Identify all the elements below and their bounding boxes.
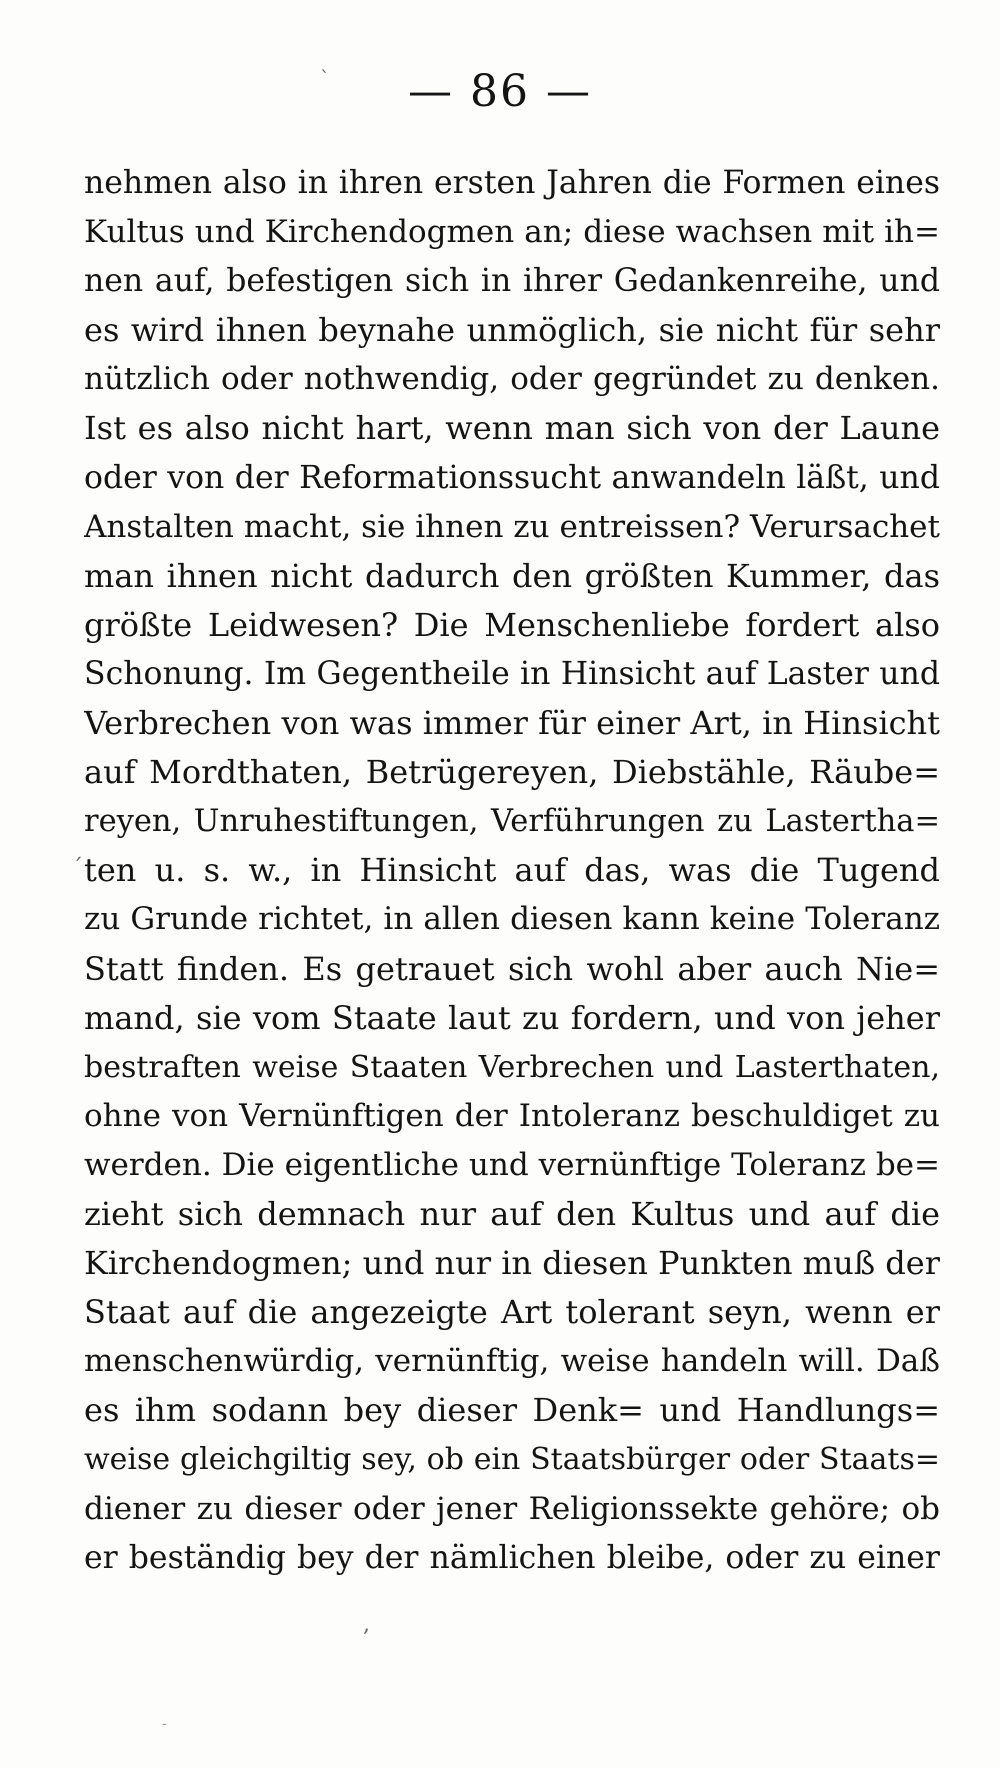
text-line: zieht sich demnach nur auf den Kultus und auf die xyxy=(84,1194,940,1233)
text-line: auf Mordthaten, Betrügereyen, Diebstähle, Räube= xyxy=(84,753,940,792)
text-line: man ihnen nicht dadurch den größten Kummer, das xyxy=(84,556,940,595)
text-line: ohne von Vernünftigen der Intoleranz beschuldiget zu xyxy=(84,1097,940,1134)
text-line: Kirchendogmen; und nur in diesen Punkten muß der xyxy=(84,1244,940,1283)
text-line: bestraften weise Staaten Verbrechen und Lasterthaten, xyxy=(84,1049,940,1085)
page-number-header: — 86 — xyxy=(408,66,592,117)
ink-speck: - xyxy=(162,1716,167,1732)
text-line: Staat auf die angezeigte Art tolerant seyn, wenn er xyxy=(84,1293,940,1332)
text-line: Verbrechen von was immer für einer Art, in Hinsicht xyxy=(84,704,940,743)
body-text xyxy=(84,159,940,1583)
ink-speck: ` xyxy=(320,66,330,90)
text-line: es ihm sodann bey dieser Denk= und Handlungs= xyxy=(84,1391,940,1430)
text-line: er beständig bey der nämlichen bleibe, oder zu einer xyxy=(84,1539,940,1576)
text-line: größte Leidwesen? Die Menschenliebe fordert also xyxy=(84,605,940,644)
text-line: oder von der Reformationssucht anwandeln läßt, und xyxy=(84,459,940,496)
text-line: diener zu dieser oder jener Religionssekte gehöre; ob xyxy=(84,1490,940,1527)
text-line: es wird ihnen beynahe unmöglich, sie nicht für sehr xyxy=(84,311,940,350)
text-line: zu Grunde richtet, in allen diesen kann keine Toleranz xyxy=(84,901,940,938)
ink-speck: , xyxy=(363,1612,370,1637)
text-line: ten u. s. w., in Hinsicht auf das, was die Tugend xyxy=(84,851,940,890)
text-line: werden. Die eigentliche und vernünftige Toleranz be= xyxy=(84,1146,940,1183)
text-line: Anstalten macht, sie ihnen zu entreissen? Verursachet xyxy=(84,508,940,545)
text-line: menschenwürdig, vernünftig, weise handeln will. Daß xyxy=(84,1343,940,1380)
text-line: mand, sie vom Staate laut zu fordern, und von jeher xyxy=(84,998,940,1037)
ink-speck: ´ xyxy=(72,856,83,881)
text-line: Schonung. Im Gegentheile in Hinsicht auf Laster und xyxy=(84,655,940,692)
text-line: nützlich oder nothwendig, oder gegründet zu denken. xyxy=(84,361,940,398)
text-line: Statt finden. Es getrauet sich wohl aber auch Nie= xyxy=(84,949,940,988)
text-line: Ist es also nicht hart, wenn man sich von der Laune xyxy=(84,409,940,448)
text-line: weise gleichgiltig sey, ob ein Staatsbürger oder Staats= xyxy=(84,1442,940,1478)
text-line: Kultus und Kirchendogmen an; diese wachsen mit ih= xyxy=(84,214,940,251)
text-line: nehmen also in ihren ersten Jahren die Formen eines xyxy=(84,165,940,201)
text-line: nen auf, befestigen sich in ihrer Gedankenreihe, und xyxy=(84,263,940,300)
text-line: reyen, Unruhestiftungen, Verführungen zu Lastertha= xyxy=(84,804,940,840)
